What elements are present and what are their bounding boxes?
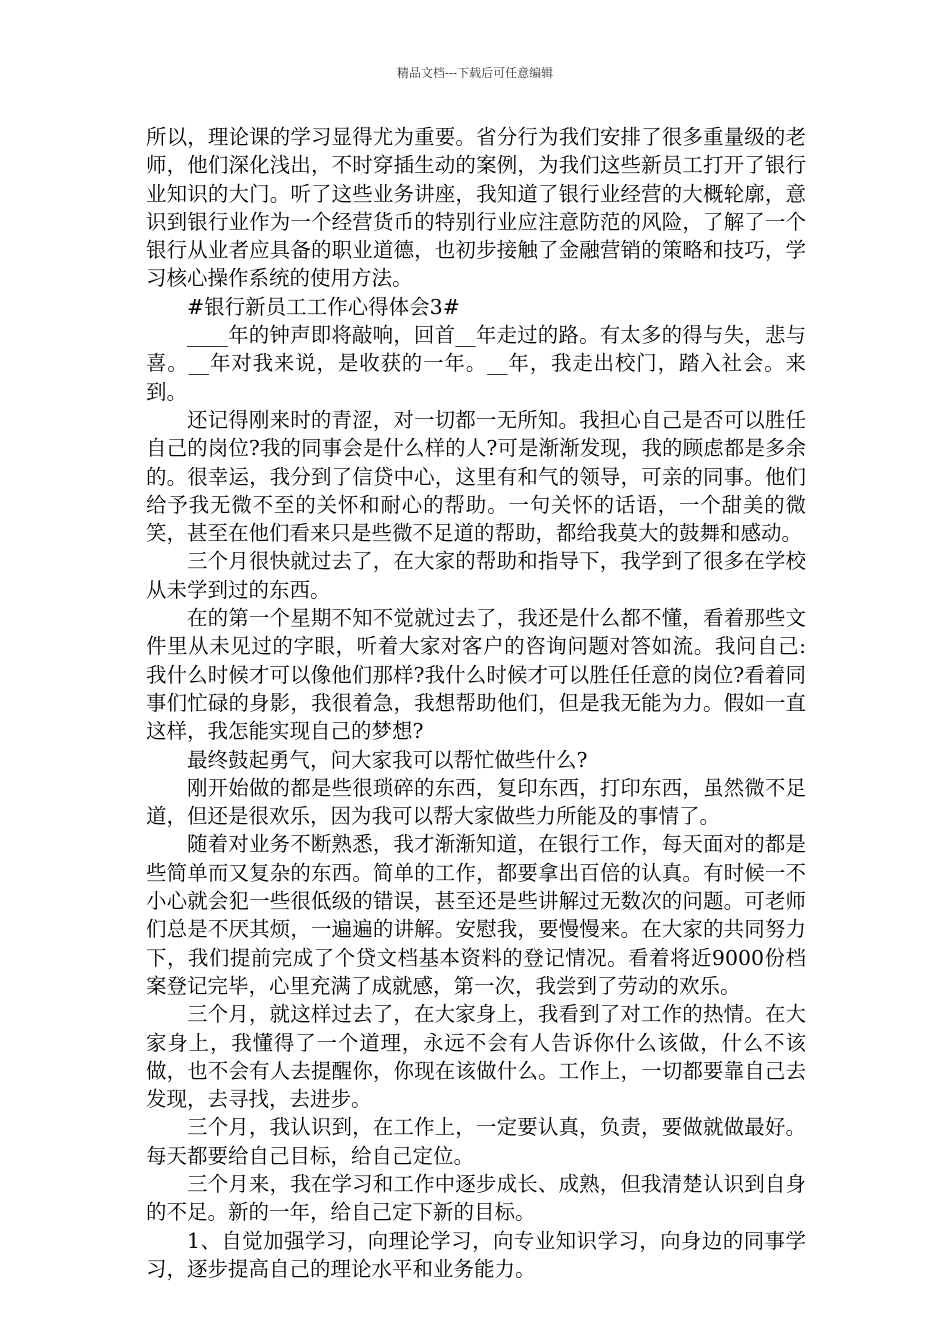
paragraph-9: 三个月，就这样过去了，在大家身上，我看到了对工作的热情。在大家身上，我懂得了一个道理，永远不会有人告诉你什么该做，什么不该做，也不会有人去提醒你，你现在该做什么。工作上，一切都要靠自己去发现，去寻找，去进步。	[146, 1002, 806, 1112]
document-body	[146, 123, 806, 1283]
paragraph-4: 三个月很快就过去了，在大家的帮助和指导下，我学到了很多在学校从未学到过的东西。	[146, 549, 806, 602]
paragraph-6: 最终鼓起勇气，问大家我可以帮忙做些什么?	[187, 747, 588, 772]
paragraph-1: 所以，理论课的学习显得尤为重要。省分行为我们安排了很多重量级的老师，他们深化浅出，不时穿插生动的案例，为我们这些新员工打开了银行业知识的大门。听了这些业务讲座，我知道了银行业经营的大概轮廓，意识到银行业作为一个经营货币的特别行业应注意防范的风险，了解了一个银行从业者应具备的职业道德，也初步接触了金融营销的策略和技巧，学习核心操作系统的使用方法。	[146, 125, 806, 291]
section-heading: #银行新员工工作心得体会3#	[187, 294, 460, 319]
paragraph-11: 三个月来，我在学习和工作中逐步成长、成熟，但我清楚认识到自身的不足。新的一年，给自己定下新的目标。	[146, 1171, 806, 1225]
paragraph-8: 随着对业务不断熟悉，我才渐渐知道，在银行工作，每天面对的都是些简单而又复杂的东西。简单的工作，都要拿出百倍的认真。有时候一不小心就会犯一些很低级的错误，甚至还是些讲解过无数次的问题。可老师们总是不厌其烦，一遍遍的讲解。安慰我，要慢慢来。在大家的共同努力下，我们提前完成了个贷文档基本资料的登记情况。看着将近9000份档案登记完毕，心里充满了成就感，第一次，我尝到了劳动的欢乐。	[146, 832, 806, 998]
paragraph-2: ____年的钟声即将敲响，回首__年走过的路。有太多的得与失，悲与喜。__年对我来说，是收获的一年。__年，我走出校门，踏入社会。来到。	[146, 323, 806, 404]
paragraph-12: 1、自觉加强学习，向理论学习，向专业知识学习，向身边的同事学习，逐步提高自己的理论水平和业务能力。	[146, 1228, 806, 1281]
paragraph-5: 在的第一个星期不知不觉就过去了，我还是什么都不懂，看着那些文件里从未见过的字眼，听着大家对客户的咨询问题对答如流。我问自己:我什么时候才可以像他们那样?我什么时候才可以胜任任意的岗位?看着同事们忙碌的身影，我很着急，我想帮助他们，但是我无能为力。假如一直这样，我怎能实现自己的梦想?	[146, 606, 806, 744]
page-header: 精品文档---下载后可任意编辑	[396, 66, 554, 80]
paragraph-7: 刚开始做的都是些很琐碎的东西，复印东西，打印东西，虽然微不足道，但还是很欢乐，因为我可以帮大家做些力所能及的事情了。	[146, 775, 806, 829]
paragraph-3: 还记得刚来时的青涩，对一切都一无所知。我担心自己是否可以胜任自己的岗位?我的同事会是什么样的人?可是渐渐发现，我的顾虑都是多余的。很幸运，我分到了信贷中心，这里有和气的领导，可亲的同事。他们给予我无微不至的关怀和耐心的帮助。一句关怀的话语，一个甜美的微笑，甚至在他们看来只是些微不足道的帮助，都给我莫大的鼓舞和感动。	[146, 407, 806, 546]
paragraph-10: 三个月，我认识到，在工作上，一定要认真，负责，要做就做最好。每天都要给自己目标，给自己定位。	[146, 1115, 806, 1168]
